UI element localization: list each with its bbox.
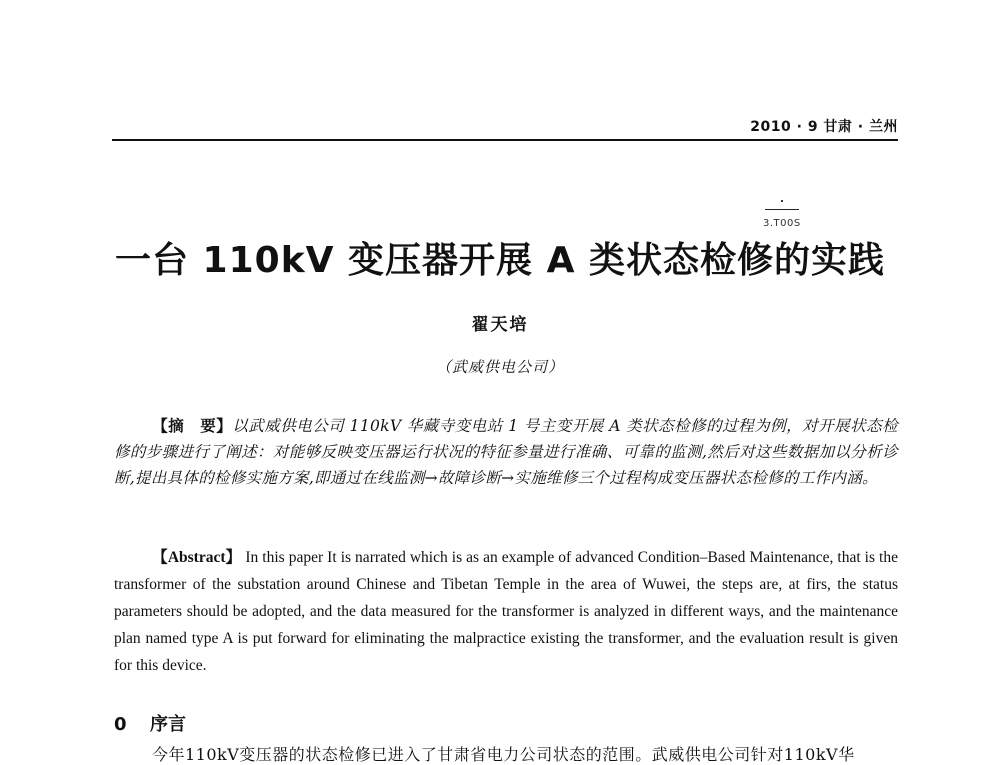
abstract-cn-text: 以武威供电公司 110kV 华藏寺变电站 1 号主变开展 A 类状态检修的过程为例，对开展状态检修的步骤进行了阐述：对能够反映变压器运行状况的特征参量进行准确、可靠的监测,然后对这些数据加以分析诊断,提出具体的检修实施方案,即通过在线监测→故障诊断→实施维修三个过程构成变压器状态检修的工作内涵。 [114,417,898,487]
section-number: 0 [114,714,127,735]
section-heading [114,710,186,736]
stamp-dot [781,200,783,202]
paper-title: 一台 110kV 变压器开展 A 类状态检修的实践 [115,240,885,281]
abstract-english [114,544,898,679]
stamp-bar [765,209,799,210]
body-text: 今年110kV变压器的状态检修已进入了甘肃省电力公司状态的范围。武威供电公司针对110kV华 [152,745,855,764]
stamp-code: 3.T00S [763,218,801,229]
paper-affiliation: （武威供电公司） [435,358,564,376]
running-head: 2010 · 9 甘肃 · 兰州 [750,119,898,135]
abstract-chinese [114,413,898,491]
header-rule [112,139,898,141]
abstract-en-text: In this paper It is narrated which is as an example of advanced Condition–Based Maintenance, that is the transformer of the substation around Chinese and Tibetan Temple in the area of Wuwei, the steps are, at firs, the status parameters should be adopted, and the data measured for the transformer is analyzed in different ways, and the maintenance plan named type A is put forward for eliminating the malpractice existing the transformer, and the evaluation result is given for this device. [114,549,898,674]
paper-author: 翟天培 [471,315,529,335]
abstract-en-label: 【Abstract】 [152,549,242,566]
abstract-cn-label: 【摘 要】 [152,416,233,435]
section-title: 序言 [150,714,186,735]
